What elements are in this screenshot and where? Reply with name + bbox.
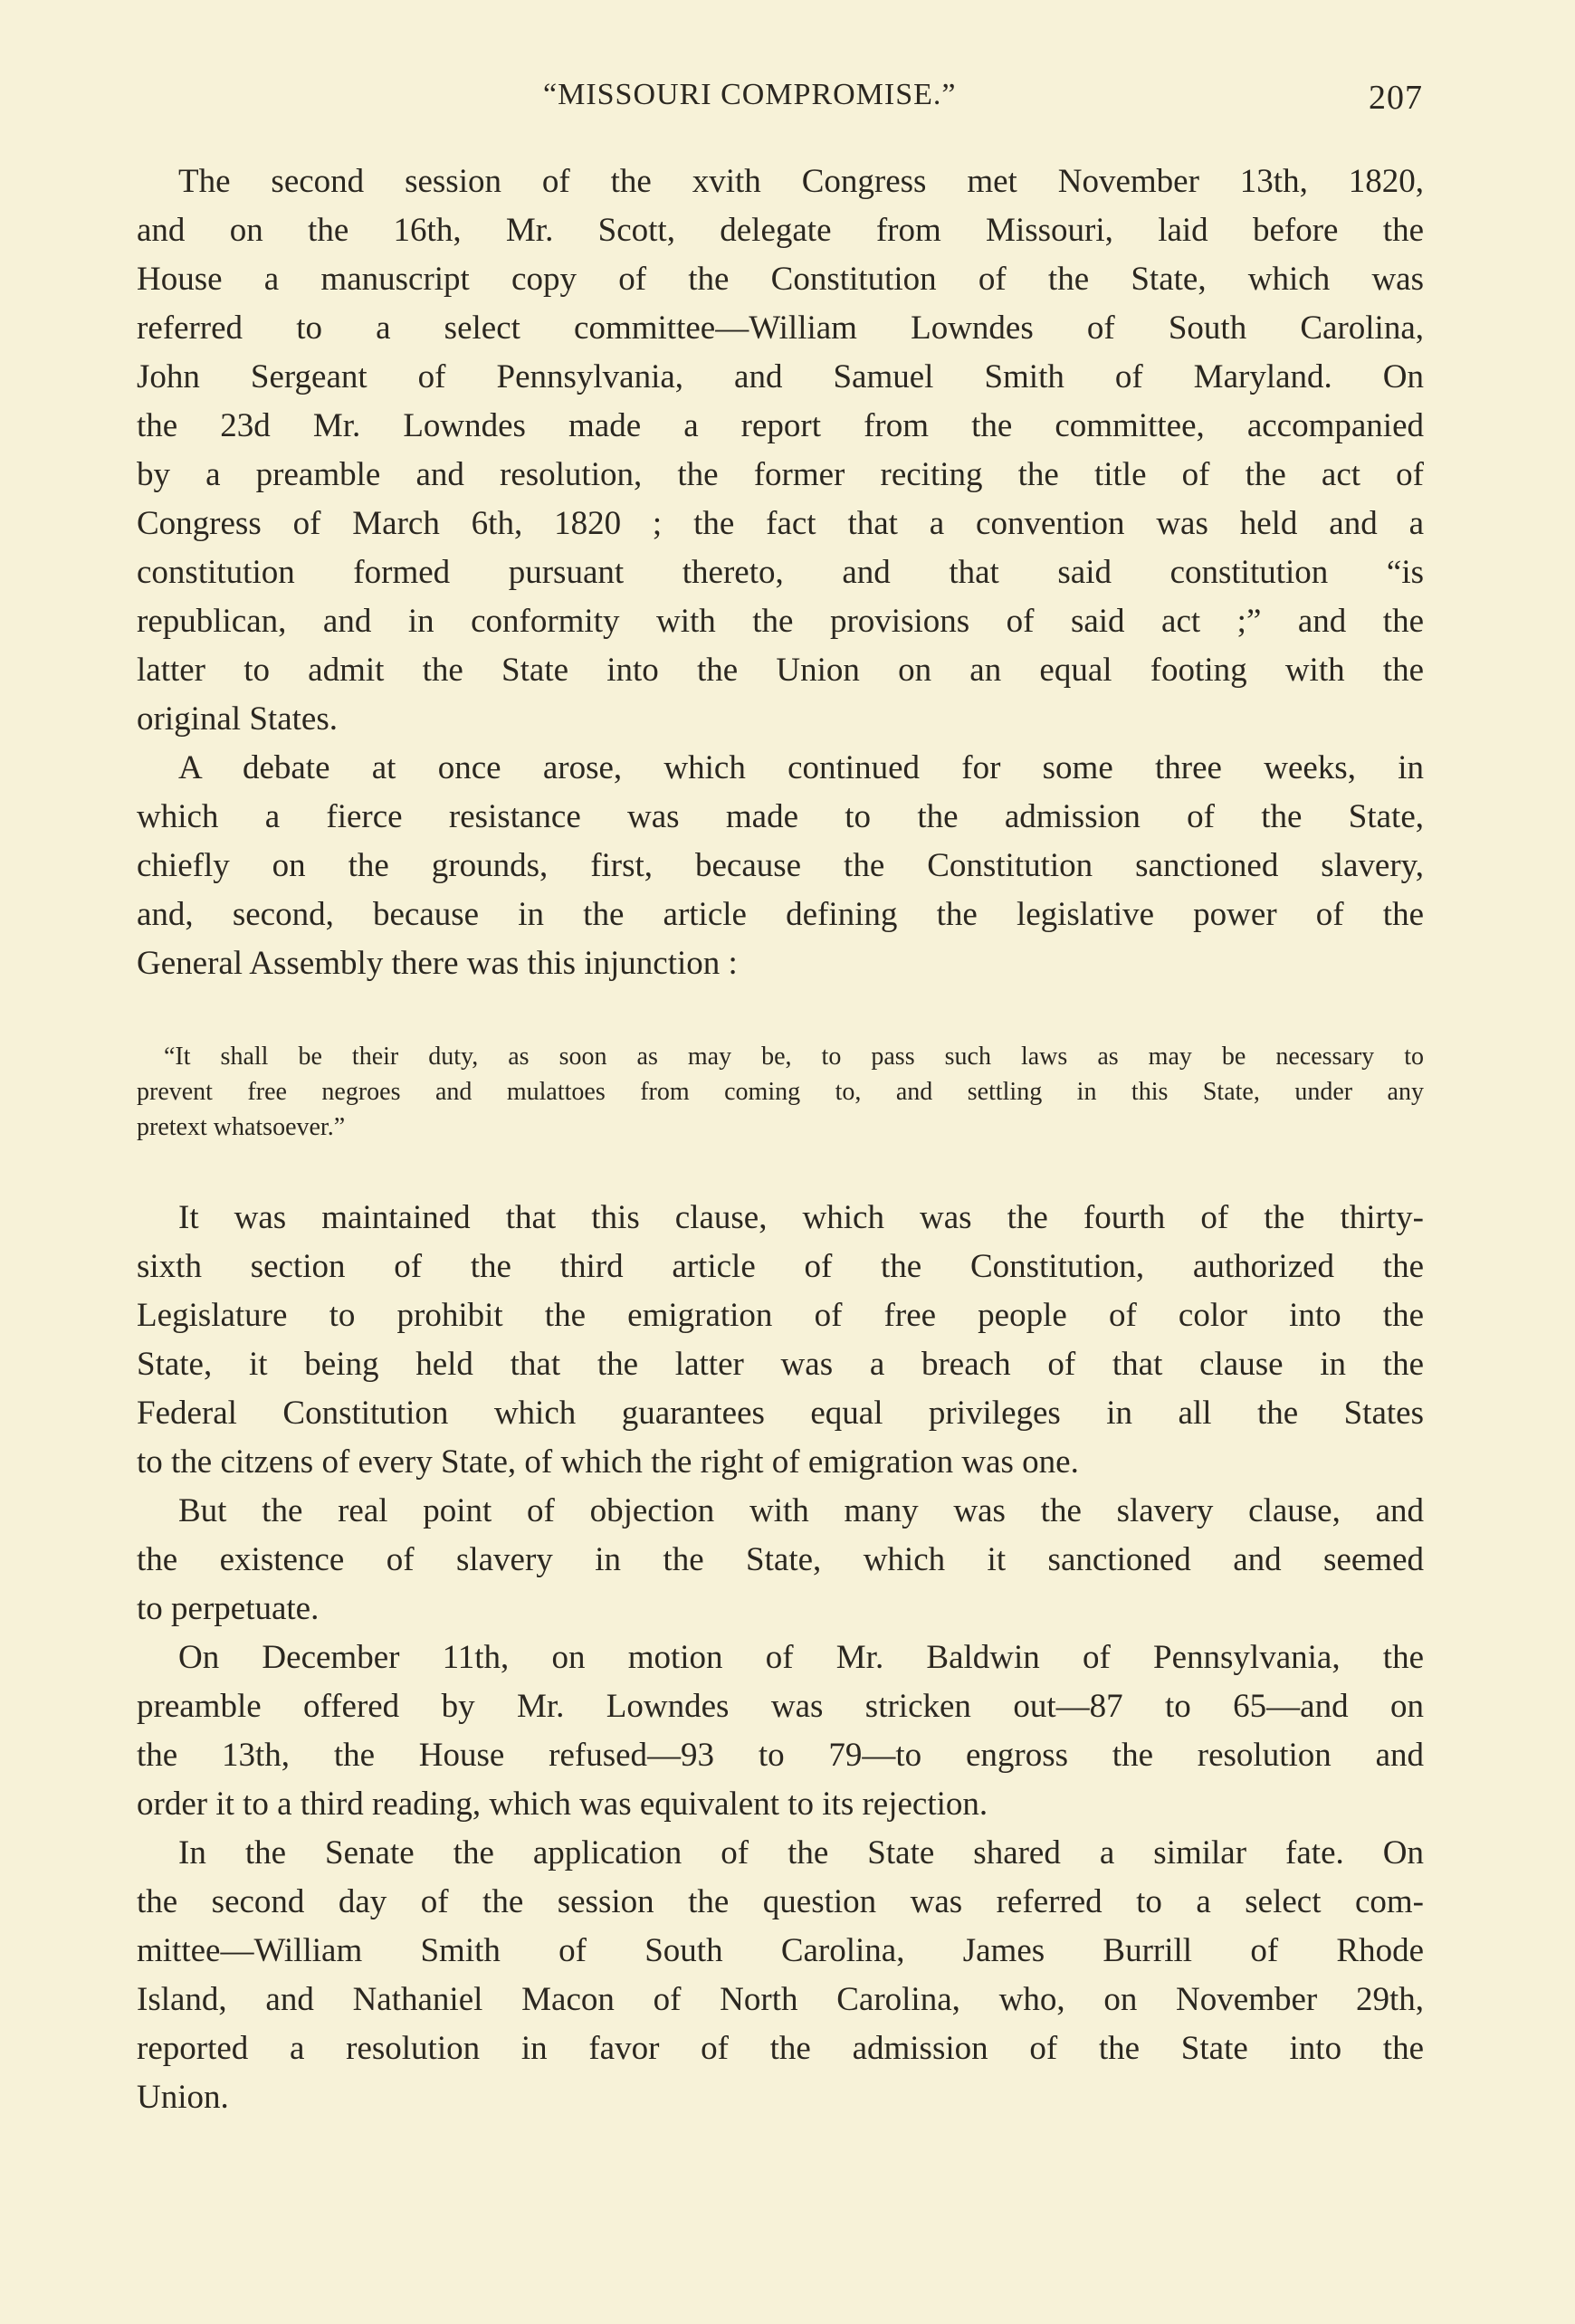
text-line: House a manuscript copy of the Constitution of the State, which was (137, 261, 1424, 298)
text-line: sixth section of the third article of the Constitution, authorized the (137, 1248, 1424, 1285)
text-line: the second day of the session the question was referred to a select com- (137, 1883, 1424, 1920)
paragraph (137, 1633, 1424, 1829)
text-line: In the Senate the application of the State shared a similar fate. On (178, 1834, 1424, 1872)
text-line: mittee—William Smith of South Carolina, James Burrill of Rhode (137, 1932, 1424, 1969)
body-text-bottom (137, 1194, 1424, 2122)
body-text-top (137, 157, 1424, 988)
text-line: “It shall be their duty, as soon as may be, to pass such laws as may be necessary to (164, 1043, 1424, 1071)
text-line: Union. (137, 2079, 229, 2116)
paragraph (137, 744, 1424, 988)
text-line: pretext whatsoever.” (137, 1113, 346, 1141)
page-number: 207 (1369, 79, 1423, 117)
text-line: Congress of March 6th, 1820 ; the fact that a convention was held and a (137, 505, 1424, 542)
text-line: republican, and in conformity with the provisions of said act ;” and the (137, 603, 1424, 640)
text-line: order it to a third reading, which was equivalent to its rejection. (137, 1786, 988, 1823)
text-line: latter to admit the State into the Union on an equal footing with the (137, 652, 1424, 689)
text-line: constitution formed pursuant thereto, and that said constitution “is (137, 554, 1424, 591)
text-line: referred to a select committee—William Lowndes of South Carolina, (137, 310, 1424, 347)
text-line: to perpetuate. (137, 1590, 320, 1627)
text-line: which a fierce resistance was made to the admission of the State, (137, 798, 1424, 835)
paragraph (137, 1487, 1424, 1633)
text-line: the 23d Mr. Lowndes made a report from the committee, accompanied (137, 407, 1424, 444)
text-line: A debate at once arose, which continued for some three weeks, in (178, 749, 1424, 786)
text-line: original States. (137, 700, 338, 738)
text-line: reported a resolution in favor of the admission of the State into the (137, 2030, 1424, 2067)
text-line: But the real point of objection with many was the slavery clause, and (178, 1492, 1424, 1529)
text-line: General Assembly there was this injunction : (137, 945, 738, 982)
block-quote (137, 1039, 1424, 1145)
paragraph (137, 157, 1424, 744)
text-line: and on the 16th, Mr. Scott, delegate from Missouri, laid before the (137, 212, 1424, 249)
text-line: prevent free negroes and mulattoes from coming to, and settling in this State, under any (137, 1078, 1424, 1106)
text-line: On December 11th, on motion of Mr. Baldwin of Pennsylvania, the (178, 1639, 1424, 1676)
text-line: Federal Constitution which guarantees equal privileges in all the States (137, 1395, 1424, 1432)
text-line: It was maintained that this clause, which was the fourth of the thirty- (178, 1199, 1424, 1236)
text-line: preamble offered by Mr. Lowndes was stricken out—87 to 65—and on (137, 1688, 1424, 1725)
text-line: to the citzens of every State, of which the right of emigration was one. (137, 1443, 1079, 1481)
paragraph (137, 1194, 1424, 1487)
text-line: chiefly on the grounds, first, because the Constitution sanctioned slavery, (137, 847, 1424, 884)
text-line: and, second, because in the article defining the legislative power of the (137, 896, 1424, 933)
running-head-title: “MISSOURI COMPROMISE.” (543, 78, 957, 111)
text-line: State, it being held that the latter was a breach of that clause in the (137, 1346, 1424, 1383)
text-line: Legislature to prohibit the emigration of free people of color into the (137, 1297, 1424, 1334)
text-line: John Sergeant of Pennsylvania, and Samuel Smith of Maryland. On (137, 358, 1424, 395)
text-line: by a preamble and resolution, the former reciting the title of the act of (137, 456, 1424, 493)
text-line: Island, and Nathaniel Macon of North Carolina, who, on November 29th, (137, 1981, 1424, 2018)
text-line: the 13th, the House refused—93 to 79—to engross the resolution and (137, 1737, 1424, 1774)
text-line: The second session of the xvith Congress met November 13th, 1820, (178, 163, 1424, 200)
text-line: the existence of slavery in the State, which it sanctioned and seemed (137, 1541, 1424, 1578)
paragraph (137, 1039, 1424, 1145)
paragraph (137, 1829, 1424, 2122)
